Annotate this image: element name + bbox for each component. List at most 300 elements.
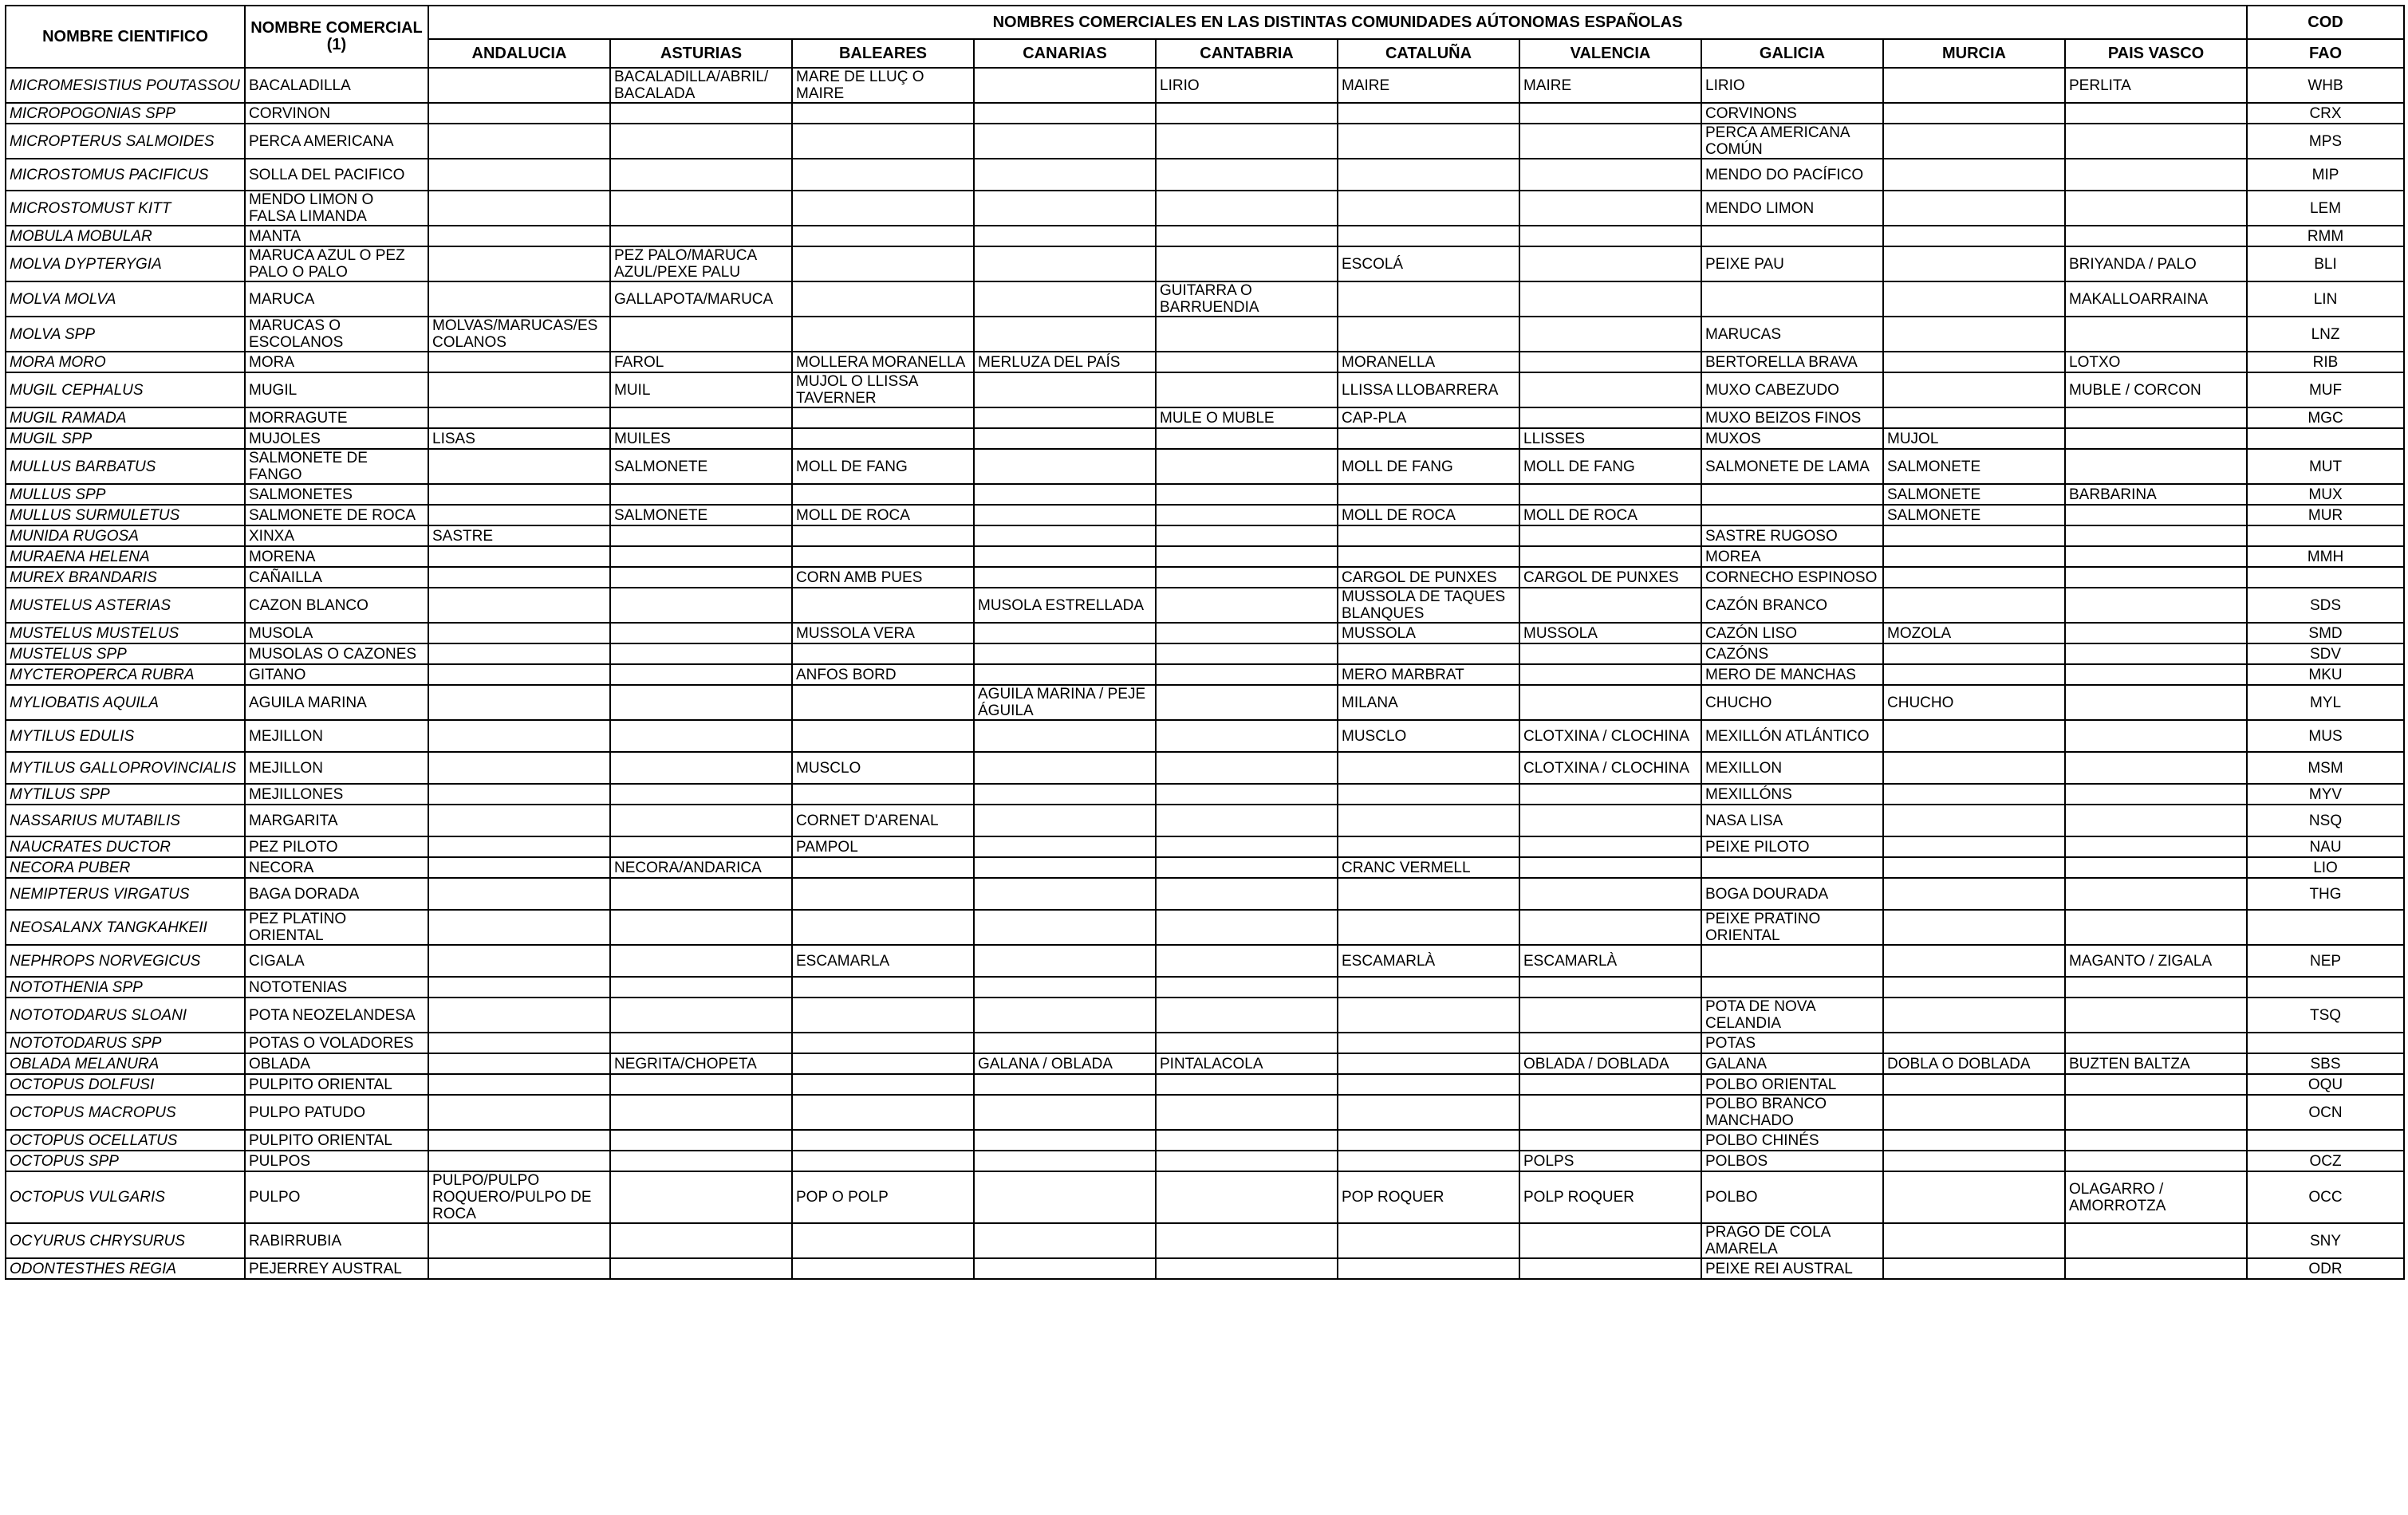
regional-name-cell [1338, 1258, 1519, 1279]
regional-name-cell [1156, 449, 1338, 484]
commercial-name-cell: PEZ PILOTO [245, 836, 428, 857]
scientific-name-cell: OBLADA MELANURA [6, 1053, 245, 1074]
regional-name-cell: POLPS [1519, 1151, 1701, 1171]
table-row [6, 752, 2404, 784]
regional-name-cell: MUSSOLA [1338, 623, 1519, 643]
regional-name-cell [792, 1223, 974, 1258]
regional-name-cell [428, 484, 610, 505]
regional-name-cell [1156, 977, 1338, 998]
regional-name-cell: MARUCAS [1701, 317, 1883, 352]
regional-name-cell [1156, 352, 1338, 372]
commercial-name-cell: POTA NEOZELANDESA [245, 998, 428, 1033]
regional-name-cell [1519, 124, 1701, 159]
regional-name-cell [1338, 805, 1519, 836]
regional-name-cell [1883, 525, 2065, 546]
regional-name-cell [1338, 124, 1519, 159]
fao-code-cell: LIO [2247, 857, 2404, 878]
table-row [6, 407, 2404, 428]
regional-name-cell [1519, 281, 1701, 317]
commercial-name-cell: MUJOLES [245, 428, 428, 449]
regional-name-cell [1519, 484, 1701, 505]
commercial-name-cell: CAZON BLANCO [245, 588, 428, 623]
table-row [6, 588, 2404, 623]
regional-name-cell: MEXILLÓN ATLÁNTICO [1701, 720, 1883, 752]
regional-name-cell [1156, 505, 1338, 525]
regional-name-cell: MOLL DE FANG [1338, 449, 1519, 484]
regional-name-cell [792, 246, 974, 281]
regional-name-cell [792, 878, 974, 910]
regional-name-cell [974, 1074, 1156, 1095]
regional-name-cell [1519, 407, 1701, 428]
regional-name-cell [792, 784, 974, 805]
regional-name-cell: MUSSOLA VERA [792, 623, 974, 643]
regional-name-cell: SALMONETE [610, 505, 792, 525]
regional-name-cell: CRANC VERMELL [1338, 857, 1519, 878]
fao-code-cell: LNZ [2247, 317, 2404, 352]
regional-name-cell [610, 1130, 792, 1151]
header-cod: COD [2247, 6, 2404, 39]
regional-name-cell [1338, 103, 1519, 124]
regional-name-cell [1883, 546, 2065, 567]
regional-name-cell [610, 720, 792, 752]
regional-name-cell: MAIRE [1519, 68, 1701, 103]
regional-name-cell: POTA DE NOVA CELANDIA [1701, 998, 1883, 1033]
regional-name-cell [428, 643, 610, 664]
regional-name-cell [1338, 784, 1519, 805]
regional-name-cell [1338, 910, 1519, 945]
regional-name-cell [428, 1223, 610, 1258]
fao-code-cell: LEM [2247, 191, 2404, 226]
fao-code-cell: BLI [2247, 246, 2404, 281]
regional-name-cell: PULPO/PULPO ROQUERO/PULPO DE ROCA [428, 1171, 610, 1223]
scientific-name-cell: MOLVA SPP [6, 317, 245, 352]
regional-name-cell: MUXO CABEZUDO [1701, 372, 1883, 407]
header-region: CANARIAS [974, 39, 1156, 68]
header-fao: FAO [2247, 39, 2404, 68]
commercial-name-cell: SALMONETES [245, 484, 428, 505]
regional-name-cell [2065, 1130, 2247, 1151]
regional-name-cell [1883, 1074, 2065, 1095]
regional-name-cell [1519, 784, 1701, 805]
scientific-name-cell: MYLIOBATIS AQUILA [6, 685, 245, 720]
regional-name-cell [974, 159, 1156, 191]
commercial-name-cell: RABIRRUBIA [245, 1223, 428, 1258]
regional-name-cell [2065, 998, 2247, 1033]
regional-name-cell: MOLL DE FANG [792, 449, 974, 484]
regional-name-cell: OBLADA / DOBLADA [1519, 1053, 1701, 1074]
regional-name-cell: MERO DE MANCHAS [1701, 664, 1883, 685]
regional-name-cell [1156, 1258, 1338, 1279]
regional-name-cell: CAZÓN BRANCO [1701, 588, 1883, 623]
scientific-name-cell: OCTOPUS MACROPUS [6, 1095, 245, 1130]
scientific-name-cell: NAUCRATES DUCTOR [6, 836, 245, 857]
regional-name-cell [1519, 1095, 1701, 1130]
regional-name-cell: MUSSOLA DE TAQUES BLANQUES [1338, 588, 1519, 623]
regional-name-cell [2065, 643, 2247, 664]
regional-name-cell [1883, 664, 2065, 685]
regional-name-cell [2065, 1151, 2247, 1171]
table-row [6, 836, 2404, 857]
regional-name-cell [1156, 836, 1338, 857]
commercial-name-cell: PULPO PATUDO [245, 1095, 428, 1130]
scientific-name-cell: MULLUS SURMULETUS [6, 505, 245, 525]
commercial-name-cell: BAGA DORADA [245, 878, 428, 910]
commercial-name-cell: MANTA [245, 226, 428, 246]
table-row [6, 317, 2404, 352]
regional-name-cell: MORANELLA [1338, 352, 1519, 372]
regional-name-cell [2065, 623, 2247, 643]
regional-name-cell: CHUCHO [1701, 685, 1883, 720]
table-row [6, 1095, 2404, 1130]
regional-name-cell: PEIXE PILOTO [1701, 836, 1883, 857]
regional-name-cell: CORN AMB PUES [792, 567, 974, 588]
regional-name-cell [1883, 878, 2065, 910]
fao-code-cell: WHB [2247, 68, 2404, 103]
table-row [6, 945, 2404, 977]
regional-name-cell: BRIYANDA / PALO [2065, 246, 2247, 281]
regional-name-cell: POP ROQUER [1338, 1171, 1519, 1223]
regional-name-cell [1883, 784, 2065, 805]
regional-name-cell [1156, 685, 1338, 720]
regional-name-cell [2065, 159, 2247, 191]
regional-name-cell [792, 1151, 974, 1171]
commercial-name-cell: MENDO LIMON O FALSA LIMANDA [245, 191, 428, 226]
regional-name-cell [974, 1033, 1156, 1053]
fao-code-cell: SDS [2247, 588, 2404, 623]
fao-code-cell: THG [2247, 878, 2404, 910]
fao-code-cell: NEP [2247, 945, 2404, 977]
regional-name-cell: CAZÓNS [1701, 643, 1883, 664]
fao-code-cell [2247, 428, 2404, 449]
regional-name-cell: BUZTEN BALTZA [2065, 1053, 2247, 1074]
regional-name-cell [1338, 226, 1519, 246]
regional-name-cell: OLAGARRO / AMORROTZA [2065, 1171, 2247, 1223]
regional-name-cell [1156, 1074, 1338, 1095]
regional-name-cell: GALANA [1701, 1053, 1883, 1074]
regional-name-cell [974, 428, 1156, 449]
regional-name-cell: MUSSOLA [1519, 623, 1701, 643]
table-row [6, 281, 2404, 317]
regional-name-cell [974, 546, 1156, 567]
scientific-name-cell: OCTOPUS OCELLATUS [6, 1130, 245, 1151]
header-region: ANDALUCIA [428, 39, 610, 68]
regional-name-cell [1156, 1095, 1338, 1130]
scientific-name-cell: MYTILUS GALLOPROVINCIALIS [6, 752, 245, 784]
commercial-name-cell: PULPO [245, 1171, 428, 1223]
regional-name-cell [792, 1095, 974, 1130]
regional-name-cell [1701, 226, 1883, 246]
regional-name-cell [610, 226, 792, 246]
regional-name-cell [1883, 1223, 2065, 1258]
regional-name-cell: POLBO [1701, 1171, 1883, 1223]
commercial-name-cell: POTAS O VOLADORES [245, 1033, 428, 1053]
regional-name-cell [1338, 878, 1519, 910]
commercial-name-cell: CORVINON [245, 103, 428, 124]
regional-name-cell: CAZÓN LISO [1701, 623, 1883, 643]
regional-name-cell [1883, 281, 2065, 317]
regional-name-cell [974, 784, 1156, 805]
fao-code-cell: NAU [2247, 836, 2404, 857]
regional-name-cell [610, 836, 792, 857]
scientific-name-cell: MYTILUS SPP [6, 784, 245, 805]
commercial-name-cell: OBLADA [245, 1053, 428, 1074]
table-row [6, 998, 2404, 1033]
regional-name-cell [428, 372, 610, 407]
scientific-name-cell: MULLUS BARBATUS [6, 449, 245, 484]
regional-name-cell [1338, 484, 1519, 505]
regional-name-cell [1519, 805, 1701, 836]
regional-name-cell [1519, 1074, 1701, 1095]
regional-name-cell: ESCAMARLÀ [1338, 945, 1519, 977]
regional-name-cell [428, 352, 610, 372]
regional-name-cell [1883, 1095, 2065, 1130]
regional-name-cell [2065, 685, 2247, 720]
scientific-name-cell: MYTILUS EDULIS [6, 720, 245, 752]
regional-name-cell: POTAS [1701, 1033, 1883, 1053]
regional-name-cell [610, 1074, 792, 1095]
regional-name-cell [610, 159, 792, 191]
regional-name-cell [974, 226, 1156, 246]
regional-name-cell: BOGA DOURADA [1701, 878, 1883, 910]
regional-name-cell [1156, 246, 1338, 281]
table-row [6, 484, 2404, 505]
commercial-name-cell: PEJERREY AUSTRAL [245, 1258, 428, 1279]
regional-name-cell [428, 857, 610, 878]
regional-name-cell [1519, 317, 1701, 352]
regional-name-cell [1338, 428, 1519, 449]
regional-name-cell [974, 1130, 1156, 1151]
regional-name-cell [428, 191, 610, 226]
table-row [6, 567, 2404, 588]
species-names-table [5, 5, 2405, 1280]
regional-name-cell [610, 484, 792, 505]
regional-name-cell [974, 567, 1156, 588]
commercial-name-cell: MEJILLON [245, 720, 428, 752]
regional-name-cell [2065, 567, 2247, 588]
regional-name-cell [1519, 643, 1701, 664]
regional-name-cell [428, 945, 610, 977]
regional-name-cell [2065, 124, 2247, 159]
regional-name-cell: MOREA [1701, 546, 1883, 567]
regional-name-cell [610, 103, 792, 124]
regional-name-cell [1156, 664, 1338, 685]
regional-name-cell [1156, 191, 1338, 226]
regional-name-cell: DOBLA O DOBLADA [1883, 1053, 2065, 1074]
regional-name-cell [610, 317, 792, 352]
regional-name-cell [428, 449, 610, 484]
header-scientific-name: NOMBRE CIENTIFICO [6, 6, 245, 68]
regional-name-cell [2065, 1074, 2247, 1095]
regional-name-cell [1883, 372, 2065, 407]
table-row [6, 1171, 2404, 1223]
table-row [6, 784, 2404, 805]
regional-name-cell [1519, 191, 1701, 226]
regional-name-cell [610, 623, 792, 643]
regional-name-cell [974, 1223, 1156, 1258]
scientific-name-cell: MUGIL CEPHALUS [6, 372, 245, 407]
table-row [6, 124, 2404, 159]
regional-name-cell [1883, 226, 2065, 246]
scientific-name-cell: OCTOPUS VULGARIS [6, 1171, 245, 1223]
table-row [6, 805, 2404, 836]
regional-name-cell [1519, 1258, 1701, 1279]
fao-code-cell: RIB [2247, 352, 2404, 372]
header-region: CATALUÑA [1338, 39, 1519, 68]
regional-name-cell [428, 1053, 610, 1074]
regional-name-cell [1338, 1151, 1519, 1171]
regional-name-cell [1519, 836, 1701, 857]
table-row [6, 103, 2404, 124]
regional-name-cell [2065, 1223, 2247, 1258]
regional-name-cell [1338, 546, 1519, 567]
regional-name-cell [2065, 720, 2247, 752]
regional-name-cell [792, 281, 974, 317]
regional-name-cell [1701, 281, 1883, 317]
header-region: CANTABRIA [1156, 39, 1338, 68]
scientific-name-cell: MOBULA MOBULAR [6, 226, 245, 246]
regional-name-cell: MOLL DE ROCA [792, 505, 974, 525]
regional-name-cell: MULE O MUBLE [1156, 407, 1338, 428]
commercial-name-cell: SALMONETE DE ROCA [245, 505, 428, 525]
regional-name-cell [1519, 1033, 1701, 1053]
regional-name-cell [1883, 68, 2065, 103]
regional-name-cell [1883, 1151, 2065, 1171]
regional-name-cell [974, 805, 1156, 836]
regional-name-cell [792, 1258, 974, 1279]
table-row [6, 910, 2404, 945]
regional-name-cell: NASA LISA [1701, 805, 1883, 836]
regional-name-cell: CHUCHO [1883, 685, 2065, 720]
regional-name-cell [610, 546, 792, 567]
regional-name-cell [1701, 857, 1883, 878]
regional-name-cell [1156, 484, 1338, 505]
fao-code-cell [2247, 1033, 2404, 1053]
regional-name-cell: POLP ROQUER [1519, 1171, 1701, 1223]
commercial-name-cell: MARGARITA [245, 805, 428, 836]
regional-name-cell [610, 1258, 792, 1279]
table-row [6, 352, 2404, 372]
regional-name-cell: PINTALACOLA [1156, 1053, 1338, 1074]
scientific-name-cell: NEMIPTERUS VIRGATUS [6, 878, 245, 910]
regional-name-cell [974, 281, 1156, 317]
regional-name-cell [610, 1171, 792, 1223]
regional-name-cell: POLBO BRANCO MANCHADO [1701, 1095, 1883, 1130]
regional-name-cell: SALMONETE [1883, 484, 2065, 505]
regional-name-cell [1883, 1171, 2065, 1223]
scientific-name-cell: MORA MORO [6, 352, 245, 372]
commercial-name-cell: XINXA [245, 525, 428, 546]
fao-code-cell: MUT [2247, 449, 2404, 484]
table-row [6, 857, 2404, 878]
regional-name-cell: POLBO ORIENTAL [1701, 1074, 1883, 1095]
fao-code-cell: NSQ [2247, 805, 2404, 836]
regional-name-cell: CARGOL DE PUNXES [1338, 567, 1519, 588]
scientific-name-cell: MUREX BRANDARIS [6, 567, 245, 588]
regional-name-cell: PEIXE PRATINO ORIENTAL [1701, 910, 1883, 945]
regional-name-cell [792, 910, 974, 945]
regional-name-cell [974, 643, 1156, 664]
regional-name-cell: MUBLE / CORCON [2065, 372, 2247, 407]
regional-name-cell: MUIL [610, 372, 792, 407]
regional-name-cell [1156, 1130, 1338, 1151]
regional-name-cell: PAMPOL [792, 836, 974, 857]
regional-name-cell [792, 525, 974, 546]
regional-name-cell [792, 857, 974, 878]
regional-name-cell [792, 317, 974, 352]
regional-name-cell: MENDO DO PACÍFICO [1701, 159, 1883, 191]
commercial-name-cell: NOTOTENIAS [245, 977, 428, 998]
regional-name-cell [792, 1033, 974, 1053]
regional-name-cell [2065, 857, 2247, 878]
regional-name-cell [1519, 998, 1701, 1033]
scientific-name-cell: NECORA PUBER [6, 857, 245, 878]
regional-name-cell [428, 998, 610, 1033]
fao-code-cell [2247, 567, 2404, 588]
regional-name-cell [1519, 878, 1701, 910]
regional-name-cell [428, 1074, 610, 1095]
scientific-name-cell: MOLVA MOLVA [6, 281, 245, 317]
regional-name-cell: MOLVAS/MARUCAS/ESCOLANOS [428, 317, 610, 352]
regional-name-cell [1338, 191, 1519, 226]
regional-name-cell [792, 685, 974, 720]
regional-name-cell [428, 246, 610, 281]
regional-name-cell [2065, 836, 2247, 857]
regional-name-cell: SASTRE [428, 525, 610, 546]
regional-name-cell [428, 720, 610, 752]
regional-name-cell [792, 720, 974, 752]
regional-name-cell [1156, 103, 1338, 124]
regional-name-cell [2065, 1033, 2247, 1053]
regional-name-cell [428, 910, 610, 945]
regional-name-cell [792, 643, 974, 664]
fao-code-cell: OCC [2247, 1171, 2404, 1223]
regional-name-cell [2065, 752, 2247, 784]
table-row [6, 878, 2404, 910]
regional-name-cell: MUSOLA ESTRELLADA [974, 588, 1156, 623]
table-row [6, 1258, 2404, 1279]
commercial-name-cell: MARUCA AZUL O PEZ PALO O PALO [245, 246, 428, 281]
regional-name-cell: MEXILLÓNS [1701, 784, 1883, 805]
table-row [6, 159, 2404, 191]
scientific-name-cell: NEPHROPS NORVEGICUS [6, 945, 245, 977]
commercial-name-cell: MUSOLAS O CAZONES [245, 643, 428, 664]
fao-code-cell: SNY [2247, 1223, 2404, 1258]
regional-name-cell: MENDO LIMON [1701, 191, 1883, 226]
regional-name-cell [610, 784, 792, 805]
regional-name-cell [974, 68, 1156, 103]
regional-name-cell [1519, 246, 1701, 281]
table-row [6, 1223, 2404, 1258]
regional-name-cell [792, 1074, 974, 1095]
regional-name-cell [610, 1095, 792, 1130]
regional-name-cell [1156, 567, 1338, 588]
regional-name-cell [2065, 910, 2247, 945]
header-region: MURCIA [1883, 39, 2065, 68]
regional-name-cell: MUXO BEIZOS FINOS [1701, 407, 1883, 428]
table-row [6, 505, 2404, 525]
regional-name-cell: POLBO CHINÉS [1701, 1130, 1883, 1151]
regional-name-cell [1338, 836, 1519, 857]
regional-name-cell: CORVINONS [1701, 103, 1883, 124]
regional-name-cell: BACALADILLA/ABRIL/ BACALADA [610, 68, 792, 103]
regional-name-cell [974, 372, 1156, 407]
regional-name-cell: PEIXE PAU [1701, 246, 1883, 281]
regional-name-cell: SASTRE RUGOSO [1701, 525, 1883, 546]
regional-name-cell [792, 103, 974, 124]
regional-name-cell [1156, 878, 1338, 910]
table-row [6, 525, 2404, 546]
regional-name-cell [1883, 1258, 2065, 1279]
